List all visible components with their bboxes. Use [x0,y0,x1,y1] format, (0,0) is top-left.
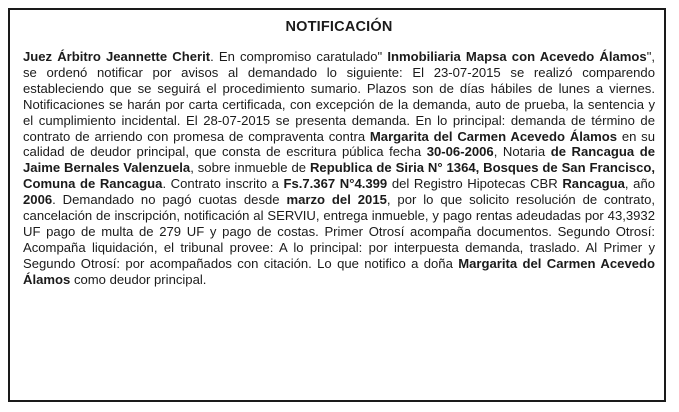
notice-box [8,8,666,402]
text-segment: . En compromiso caratulado" [210,49,388,64]
text-segment: , Notaria [493,144,551,160]
text-segment: , año [624,176,656,192]
defendant-name: Margarita del Carmen Acevedo Álamos [23,255,656,287]
defendant-name: Margarita del Carmen Acevedo Álamos [369,128,618,144]
notice-body [23,49,655,288]
text-segment: ", se ordenó notificar por avisos al demandado lo siguiente: El 23-07-2015 se realizó comparendo estableciendo que se seguirá el procedimiento sumario. Plazos son de días hábiles de lunes a viernes. Notificaciones se harán por carta certificada, con excepción de la demanda, auto de prueba, la sentencia y el cumplimiento incidental. El 28-07-2015 se presenta demanda. En lo principal: demanda de término de contrato de arriendo con promesa de compraventa contra [23,49,655,144]
text-segment: , sobre inmueble de [190,160,310,176]
registry-city: Rancagua [562,176,625,192]
registry-reference: Fs.7.367 N°4.399 [283,176,388,192]
property-address: Republica de Siria N° 1364, Bosques de San Francisco, Comuna de Rancagua [23,160,655,192]
notary-name: de Rancagua de Jaime Bernales Valenzuela [23,144,655,176]
text-segment: como deudor principal. [70,271,207,287]
notice-title: NOTIFICACIÓN [285,19,393,35]
judge-name: Juez Árbitro Jeannette Cherit [23,49,211,64]
text-segment: del Registro Hipotecas CBR [387,176,563,192]
text-segment: , por lo que solicito resolución de contrato, cancelación de inscripción, notificación al SERVIU, entrega inmueble, y pago rentas adeudadas por 43,3932 UF pago de multa de 279 UF y pago de costas. Primer Otrosí acompaña documentos. Segundo Otrosí: Acompaña liquidación, el tribunal provee: A lo principal: por interpuesta demanda, traslado. Al Primer y Segundo Otrosí: por acompañados con citación. Lo que notifico a doña [23,192,656,271]
deed-date: 30-06-2006 [426,144,494,160]
case-name: Inmobiliaria Mapsa con Acevedo Álamos [387,49,647,64]
text-segment: en su calidad de deudor principal, que consta de escritura pública fecha [23,128,655,160]
registry-year: 2006 [23,192,53,208]
text-segment: . Demandado no pagó cuotas desde [52,192,287,208]
default-date: marzo del 2015 [286,192,387,208]
text-segment: . Contrato inscrito a [162,176,284,192]
